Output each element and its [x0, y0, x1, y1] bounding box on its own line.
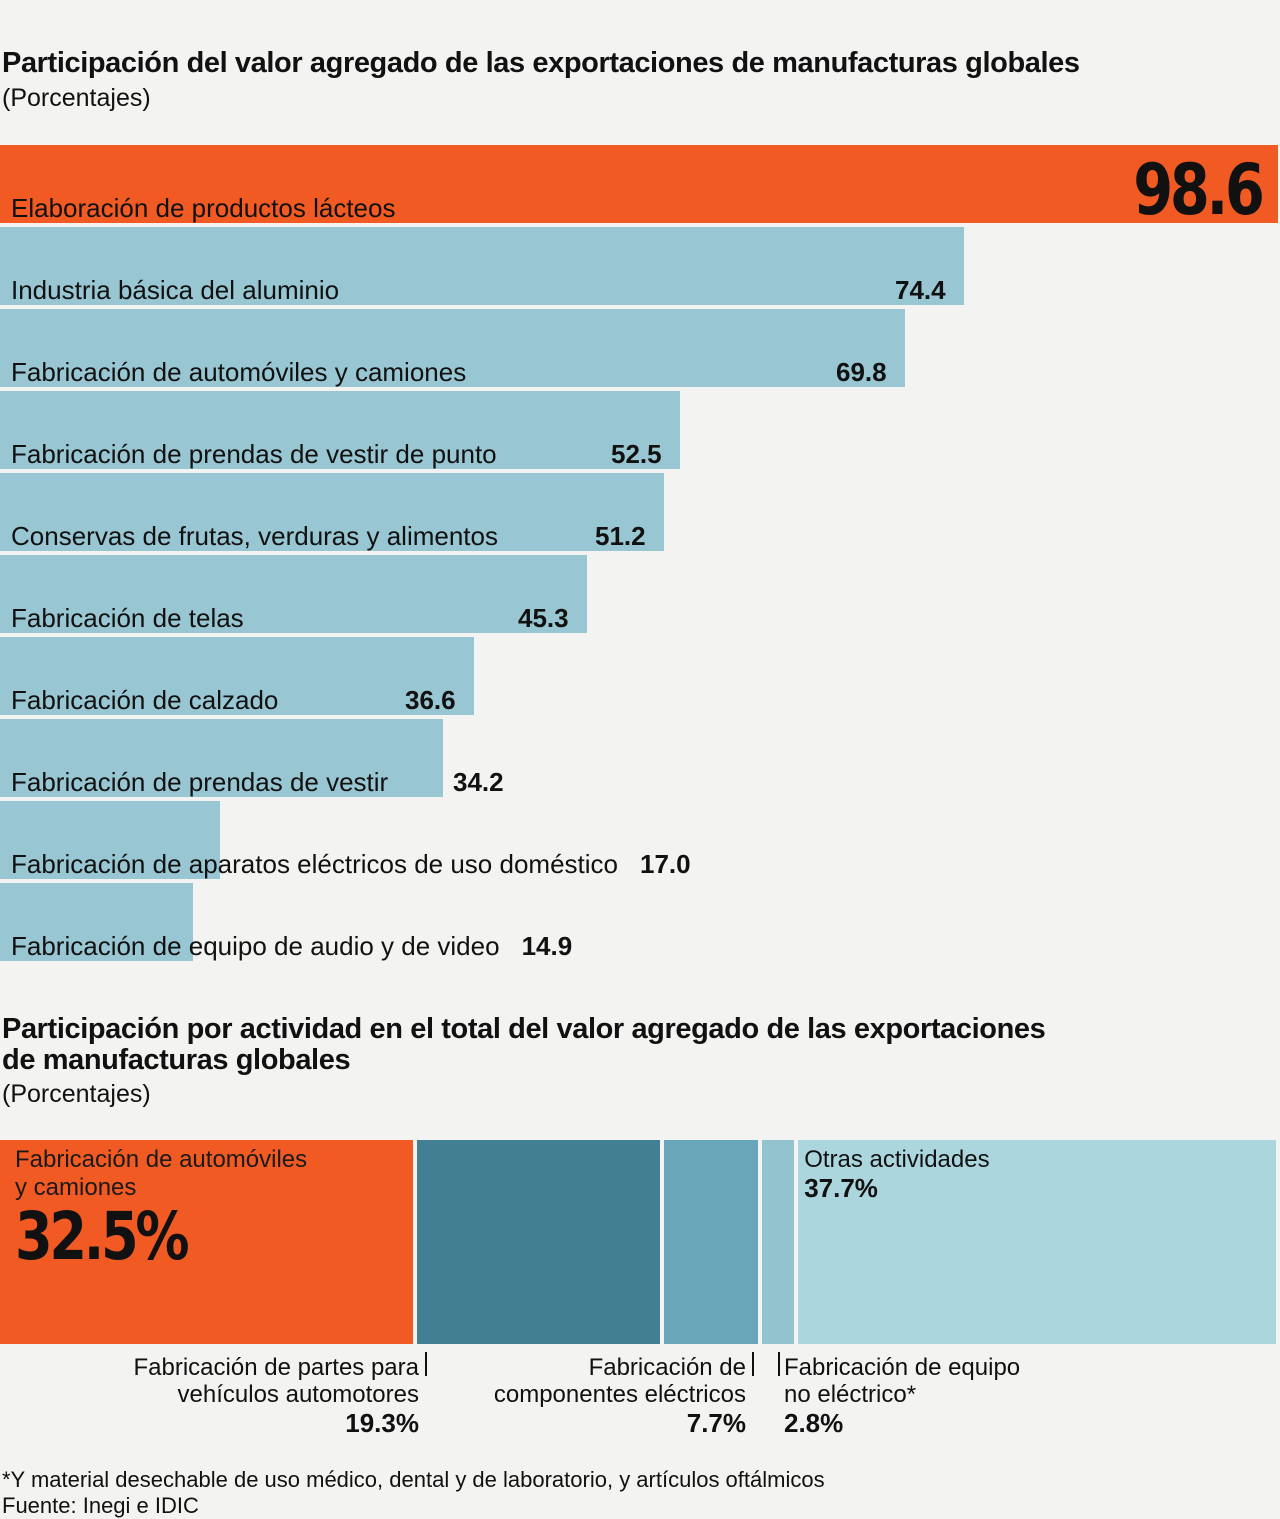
- bar-value-3: 69.8: [836, 357, 887, 387]
- callout-2: [134, 1354, 420, 1438]
- callout-4: [784, 1354, 1020, 1438]
- stack-segment-2: [417, 1140, 660, 1344]
- bar-value-5: 51.2: [595, 521, 646, 551]
- stack-segment-4: [762, 1140, 794, 1344]
- bar-label-9: Fabricación de aparatos eléctricos de uso doméstico: [11, 849, 618, 879]
- bar-value-10: 14.9: [521, 931, 573, 961]
- stack-value-5: 37.7%: [804, 1173, 878, 1203]
- bar-label-2: Industria básica del aluminio: [11, 275, 340, 305]
- callout-label-4: Fabricación de equipo no eléctrico*: [784, 1354, 1021, 1408]
- bar-value-1: 98.6: [1133, 149, 1262, 231]
- callout-3: [494, 1354, 746, 1438]
- footnote: *Y material desechable de uso médico, dental y de laboratorio, y artículos oftálmicos: [2, 1467, 825, 1492]
- bar-label-10: Fabricación de equipo de audio y de video: [11, 931, 500, 961]
- bar-value-9: 17.0: [640, 849, 691, 879]
- bar-label-1: Elaboración de productos lácteos: [11, 193, 396, 223]
- callout-tick-3: [752, 1352, 754, 1376]
- callout-tick-4: [778, 1352, 780, 1376]
- chart2-subtitle: (Porcentajes): [2, 1080, 151, 1108]
- chart2-title-line2: de manufacturas globales: [2, 1044, 351, 1076]
- callout-label-2: Fabricación de partes para vehículos automotores: [133, 1354, 419, 1408]
- stack-label-1: Fabricación de automóviles y camiones: [15, 1146, 308, 1201]
- chart2-title-line1: Participación por actividad en el total del valor agregado de las exportaciones: [2, 1013, 1046, 1045]
- bar-label-4: Fabricación de prendas de vestir de punto: [11, 439, 497, 469]
- callout-value-4: 2.8%: [784, 1408, 844, 1438]
- bar-value-4: 52.5: [611, 439, 662, 469]
- bar-label-8: Fabricación de prendas de vestir: [11, 767, 389, 797]
- callout-label-3: Fabricación de componentes eléctricos: [493, 1354, 746, 1408]
- bar-label-6: Fabricación de telas: [11, 603, 244, 633]
- callout-value-3: 7.7%: [686, 1408, 746, 1438]
- bar-label-5: Conservas de frutas, verduras y alimentos: [11, 521, 498, 551]
- source-note: Fuente: Inegi e IDIC: [2, 1493, 199, 1518]
- stack-segment-3: [664, 1140, 758, 1344]
- callout-value-2: 19.3%: [345, 1408, 419, 1438]
- bar-label-7: Fabricación de calzado: [11, 685, 279, 715]
- stacked-bar-chart: [0, 1140, 1280, 1344]
- stack-label-5: Otras actividades: [804, 1146, 990, 1173]
- chart1-subtitle: (Porcentajes): [2, 84, 151, 112]
- callout-tick-2: [425, 1352, 427, 1376]
- bar-label-3: Fabricación de automóviles y camiones: [11, 357, 467, 387]
- bar-value-2: 74.4: [895, 275, 946, 305]
- chart1-title: Participación del valor agregado de las exportaciones de manufacturas globales: [2, 47, 1080, 79]
- bar-value-7: 36.6: [405, 685, 456, 715]
- bar-value-6: 45.3: [518, 603, 569, 633]
- stack-value-1: 32.5%: [15, 1198, 187, 1275]
- bar-value-8: 34.2: [453, 767, 504, 797]
